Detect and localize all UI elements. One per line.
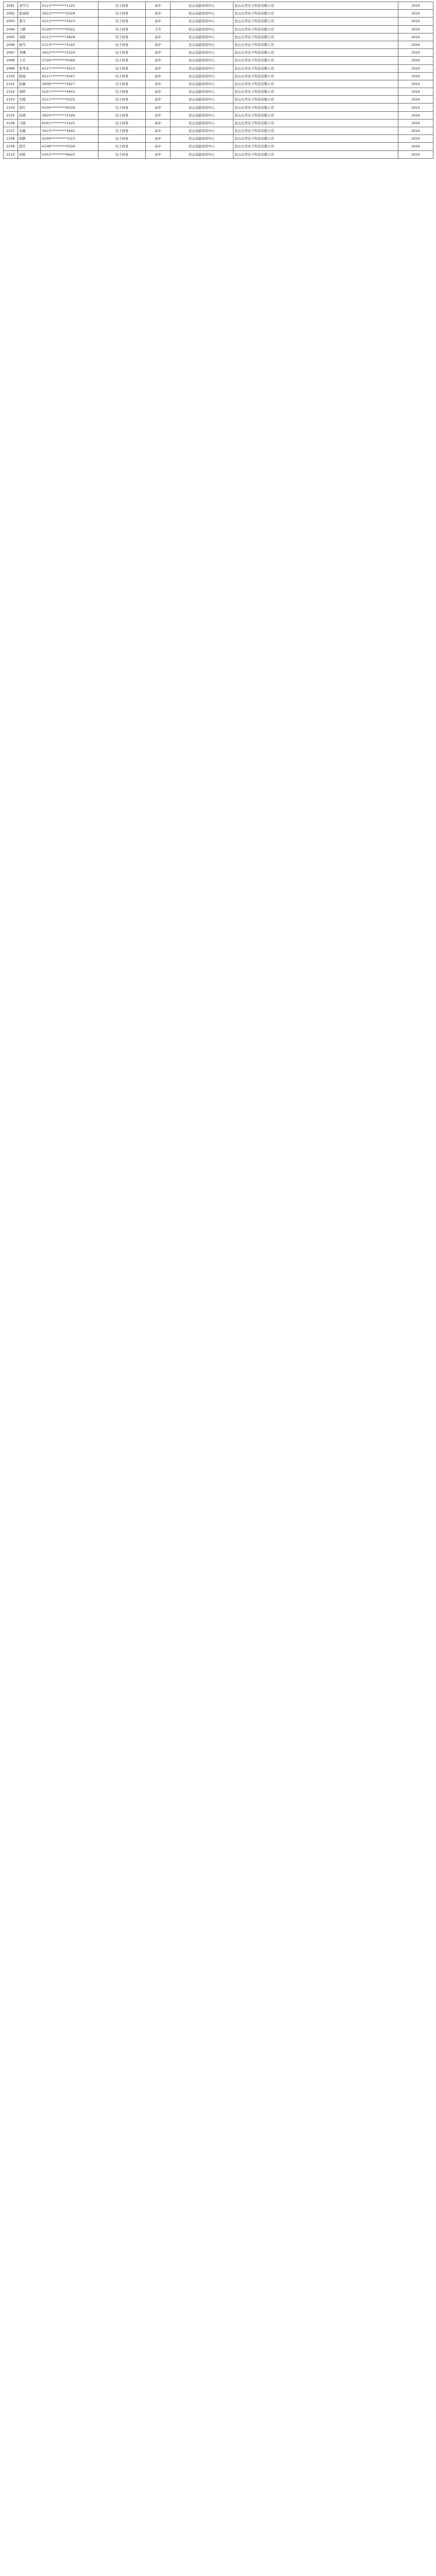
table-row bbox=[4, 25, 433, 33]
table-row bbox=[4, 49, 433, 57]
table-cell-unit: 昆山东奕电子科技有限公司 bbox=[233, 135, 398, 143]
table-row bbox=[4, 80, 433, 88]
table-cell-edu: 高中 bbox=[146, 88, 171, 96]
table-cell-major: 电子商务 bbox=[98, 2, 146, 10]
table-cell-no: 2102 bbox=[4, 88, 18, 96]
table-cell-year: 2024 bbox=[398, 119, 433, 127]
table-cell-year: 2024 bbox=[398, 88, 433, 96]
table-cell-name: 王静 bbox=[18, 25, 41, 33]
table-row bbox=[4, 41, 433, 48]
table-row bbox=[4, 10, 433, 18]
table-cell-org: 昆山技能培训中心 bbox=[171, 57, 233, 64]
table-cell-unit: 昆山东奕电子科技有限公司 bbox=[233, 119, 398, 127]
table-cell-no: 2110 bbox=[4, 150, 18, 158]
table-cell-no: 2094 bbox=[4, 25, 18, 33]
table-cell-no: 2108 bbox=[4, 135, 18, 143]
table-row bbox=[4, 127, 433, 135]
table-cell-no: 2106 bbox=[4, 119, 18, 127]
table-cell-id: 5221*********4443 bbox=[41, 88, 98, 96]
table-cell-name: 何艳 bbox=[18, 150, 41, 158]
table-cell-org: 昆山技能培训中心 bbox=[171, 10, 233, 18]
table-cell-year: 2024 bbox=[398, 127, 433, 135]
table-cell-name: 张丽娟 bbox=[18, 10, 41, 18]
table-row bbox=[4, 119, 433, 127]
table-cell-year: 2024 bbox=[398, 80, 433, 88]
table-cell-org: 昆山技能培训中心 bbox=[171, 150, 233, 158]
table-cell-major: 电子商务 bbox=[98, 104, 146, 111]
table-cell-id: 3624*********2326 bbox=[41, 111, 98, 119]
table-cell-name: 李娜 bbox=[18, 49, 41, 57]
table-cell-major: 电子商务 bbox=[98, 33, 146, 41]
table-cell-year: 2024 bbox=[398, 143, 433, 150]
table-cell-edu: 高中 bbox=[146, 18, 171, 25]
table-cell-edu: 高中 bbox=[146, 135, 171, 143]
table-cell-id: 3412*********2224 bbox=[41, 49, 98, 57]
table-cell-no: 2092 bbox=[4, 10, 18, 18]
table-row bbox=[4, 111, 433, 119]
table-cell-no: 2096 bbox=[4, 41, 18, 48]
table-cell-year: 2024 bbox=[398, 57, 433, 64]
table-cell-major: 电子商务 bbox=[98, 150, 146, 158]
table-cell-year: 2024 bbox=[398, 25, 433, 33]
table-cell-name: 周婷 bbox=[18, 88, 41, 96]
table-cell-major: 电子商务 bbox=[98, 25, 146, 33]
table-cell-year: 2024 bbox=[398, 150, 433, 158]
table-cell-org: 昆山技能培训中心 bbox=[171, 143, 233, 150]
table-cell-id: 4211*********2047 bbox=[41, 72, 98, 80]
table-cell-id: 4108*********0526 bbox=[41, 143, 98, 150]
table-row bbox=[4, 57, 433, 64]
table-cell-name: 王芳 bbox=[18, 57, 41, 64]
table-cell-org: 昆山技能培训中心 bbox=[171, 111, 233, 119]
table-cell-id: 6201*********1425 bbox=[41, 119, 98, 127]
table-cell-edu: 高中 bbox=[146, 2, 171, 10]
table-row bbox=[4, 135, 433, 143]
table-cell-no: 2099 bbox=[4, 64, 18, 72]
table-cell-no: 2091 bbox=[4, 2, 18, 10]
table-cell-org: 昆山技能培训中心 bbox=[171, 80, 233, 88]
table-cell-no: 2095 bbox=[4, 33, 18, 41]
roster-table-body bbox=[4, 2, 433, 159]
table-cell-name: 刘雪芬 bbox=[18, 2, 41, 10]
table-cell-unit: 昆山东奕电子科技有限公司 bbox=[233, 25, 398, 33]
table-cell-major: 电子商务 bbox=[98, 18, 146, 25]
table-row bbox=[4, 88, 433, 96]
table-cell-unit: 昆山东奕电子科技有限公司 bbox=[233, 41, 398, 48]
table-cell-no: 2104 bbox=[4, 104, 18, 111]
table-cell-edu: 高中 bbox=[146, 64, 171, 72]
table-cell-name: 杨雪 bbox=[18, 41, 41, 48]
table-row bbox=[4, 2, 433, 10]
table-cell-edu: 高中 bbox=[146, 72, 171, 80]
table-cell-edu: 高中 bbox=[146, 33, 171, 41]
table-cell-edu: 高中 bbox=[146, 80, 171, 88]
table-cell-major: 电子商务 bbox=[98, 135, 146, 143]
table-cell-no: 2103 bbox=[4, 96, 18, 104]
table-cell-id: 4113*********1325 bbox=[41, 2, 98, 10]
table-cell-year: 2024 bbox=[398, 135, 433, 143]
table-cell-edu: 高中 bbox=[146, 57, 171, 64]
table-cell-org: 昆山技能培训中心 bbox=[171, 72, 233, 80]
table-cell-name: 吴霞 bbox=[18, 96, 41, 104]
table-cell-year: 2024 bbox=[398, 33, 433, 41]
table-cell-name: 孙燕 bbox=[18, 111, 41, 119]
table-row bbox=[4, 33, 433, 41]
table-cell-no: 2098 bbox=[4, 57, 18, 64]
table-cell-id: 3408*********1827 bbox=[41, 80, 98, 88]
table-cell-name: 陈丽 bbox=[18, 72, 41, 80]
table-cell-name: 郭芳 bbox=[18, 143, 41, 150]
roster-table bbox=[3, 2, 433, 159]
table-cell-major: 电子商务 bbox=[98, 41, 146, 48]
table-cell-no: 2107 bbox=[4, 127, 18, 135]
table-cell-name: 徐红 bbox=[18, 104, 41, 111]
table-cell-org: 昆山技能培训中心 bbox=[171, 25, 233, 33]
table-cell-org: 昆山技能培训中心 bbox=[171, 33, 233, 41]
table-cell-no: 2101 bbox=[4, 80, 18, 88]
table-cell-year: 2024 bbox=[398, 2, 433, 10]
table-cell-no: 2105 bbox=[4, 111, 18, 119]
table-cell-major: 电子商务 bbox=[98, 49, 146, 57]
table-cell-year: 2024 bbox=[398, 104, 433, 111]
table-cell-year: 2024 bbox=[398, 18, 433, 25]
table-cell-name: 马丽 bbox=[18, 119, 41, 127]
table-row bbox=[4, 150, 433, 158]
table-cell-no: 2093 bbox=[4, 18, 18, 25]
table-cell-year: 2024 bbox=[398, 96, 433, 104]
table-cell-edu: 高中 bbox=[146, 127, 171, 135]
table-cell-org: 昆山技能培训中心 bbox=[171, 127, 233, 135]
table-cell-id: 4127*********4523 bbox=[41, 64, 98, 72]
table-cell-org: 昆山技能培训中心 bbox=[171, 96, 233, 104]
table-cell-edu: 高中 bbox=[146, 49, 171, 57]
table-cell-id: 4113*********3828 bbox=[41, 33, 98, 41]
table-cell-unit: 昆山东奕电子科技有限公司 bbox=[233, 96, 398, 104]
table-cell-year: 2024 bbox=[398, 72, 433, 80]
table-row bbox=[4, 96, 433, 104]
table-row bbox=[4, 104, 433, 111]
table-cell-name: 刘艳 bbox=[18, 33, 41, 41]
table-cell-org: 昆山技能培训中心 bbox=[171, 2, 233, 10]
table-cell-no: 2097 bbox=[4, 49, 18, 57]
table-cell-major: 电子商务 bbox=[98, 57, 146, 64]
table-cell-unit: 昆山东奕电子科技有限公司 bbox=[233, 111, 398, 119]
table-cell-unit: 昆山东奕电子科技有限公司 bbox=[233, 143, 398, 150]
table-cell-unit: 昆山东奕电子科技有限公司 bbox=[233, 104, 398, 111]
table-row bbox=[4, 64, 433, 72]
table-cell-unit: 昆山东奕电子科技有限公司 bbox=[233, 80, 398, 88]
table-cell-major: 电子商务 bbox=[98, 111, 146, 119]
table-cell-major: 电子商务 bbox=[98, 72, 146, 80]
table-cell-org: 昆山技能培训中心 bbox=[171, 18, 233, 25]
table-cell-year: 2024 bbox=[398, 111, 433, 119]
table-cell-unit: 昆山东奕电子科技有限公司 bbox=[233, 127, 398, 135]
table-cell-major: 电子商务 bbox=[98, 119, 146, 127]
table-cell-id: 3623*********2028 bbox=[41, 10, 98, 18]
table-cell-name: 姜文 bbox=[18, 18, 41, 25]
table-cell-org: 昆山技能培训中心 bbox=[171, 135, 233, 143]
table-cell-org: 昆山技能培训中心 bbox=[171, 104, 233, 111]
table-cell-id: 4128*********0022 bbox=[41, 25, 98, 33]
table-cell-major: 电子商务 bbox=[98, 80, 146, 88]
table-row bbox=[4, 18, 433, 25]
table-cell-org: 昆山技能培训中心 bbox=[171, 119, 233, 127]
table-cell-org: 昆山技能培训中心 bbox=[171, 88, 233, 96]
table-cell-name: 张秀英 bbox=[18, 64, 41, 72]
table-cell-major: 电子商务 bbox=[98, 96, 146, 104]
table-cell-no: 2109 bbox=[4, 143, 18, 150]
table-cell-id: 5113*********3165 bbox=[41, 41, 98, 48]
table-cell-name: 赵敏 bbox=[18, 80, 41, 88]
table-cell-major: 电子商务 bbox=[98, 127, 146, 135]
table-cell-edu: 大专 bbox=[146, 25, 171, 33]
table-cell-unit: 昆山东奕电子科技有限公司 bbox=[233, 88, 398, 96]
table-cell-unit: 昆山东奕电子科技有限公司 bbox=[233, 57, 398, 64]
table-cell-year: 2024 bbox=[398, 41, 433, 48]
table-cell-org: 昆山技能培训中心 bbox=[171, 64, 233, 72]
table-cell-year: 2024 bbox=[398, 49, 433, 57]
table-cell-id: 3729*********5066 bbox=[41, 57, 98, 64]
table-cell-unit: 昆山东奕电子科技有限公司 bbox=[233, 10, 398, 18]
table-cell-major: 电子商务 bbox=[98, 64, 146, 72]
table-cell-edu: 高中 bbox=[146, 143, 171, 150]
table-cell-edu: 高中 bbox=[146, 96, 171, 104]
table-cell-id: 4209*********7023 bbox=[41, 135, 98, 143]
table-cell-edu: 高中 bbox=[146, 10, 171, 18]
table-cell-edu: 高中 bbox=[146, 104, 171, 111]
table-cell-id: 3413*********3642 bbox=[41, 127, 98, 135]
table-cell-id: 4104*********6028 bbox=[41, 104, 98, 111]
table-cell-unit: 昆山东奕电子科技有限公司 bbox=[233, 64, 398, 72]
table-cell-edu: 高中 bbox=[146, 150, 171, 158]
table-row bbox=[4, 72, 433, 80]
table-cell-id: 3211*********0525 bbox=[41, 96, 98, 104]
table-cell-org: 昆山技能培训中心 bbox=[171, 49, 233, 57]
table-cell-edu: 高中 bbox=[146, 41, 171, 48]
table-cell-org: 昆山技能培训中心 bbox=[171, 41, 233, 48]
table-cell-unit: 昆山东奕电子科技有限公司 bbox=[233, 72, 398, 80]
table-cell-id: 3213*********1623 bbox=[41, 18, 98, 25]
table-cell-edu: 高中 bbox=[146, 119, 171, 127]
table-cell-major: 电子商务 bbox=[98, 10, 146, 18]
table-cell-name: 胡静 bbox=[18, 135, 41, 143]
table-cell-unit: 昆山东奕电子科技有限公司 bbox=[233, 49, 398, 57]
table-cell-unit: 昆山东奕电子科技有限公司 bbox=[233, 2, 398, 10]
table-cell-id: 5003*********6625 bbox=[41, 150, 98, 158]
table-cell-unit: 昆山东奕电子科技有限公司 bbox=[233, 150, 398, 158]
table-row bbox=[4, 143, 433, 150]
table-cell-edu: 高中 bbox=[146, 111, 171, 119]
table-cell-unit: 昆山东奕电子科技有限公司 bbox=[233, 33, 398, 41]
table-cell-major: 电子商务 bbox=[98, 143, 146, 150]
table-cell-name: 朱敏 bbox=[18, 127, 41, 135]
table-cell-year: 2024 bbox=[398, 64, 433, 72]
table-cell-major: 电子商务 bbox=[98, 88, 146, 96]
table-cell-unit: 昆山东奕电子科技有限公司 bbox=[233, 18, 398, 25]
table-cell-no: 2100 bbox=[4, 72, 18, 80]
table-cell-year: 2024 bbox=[398, 10, 433, 18]
